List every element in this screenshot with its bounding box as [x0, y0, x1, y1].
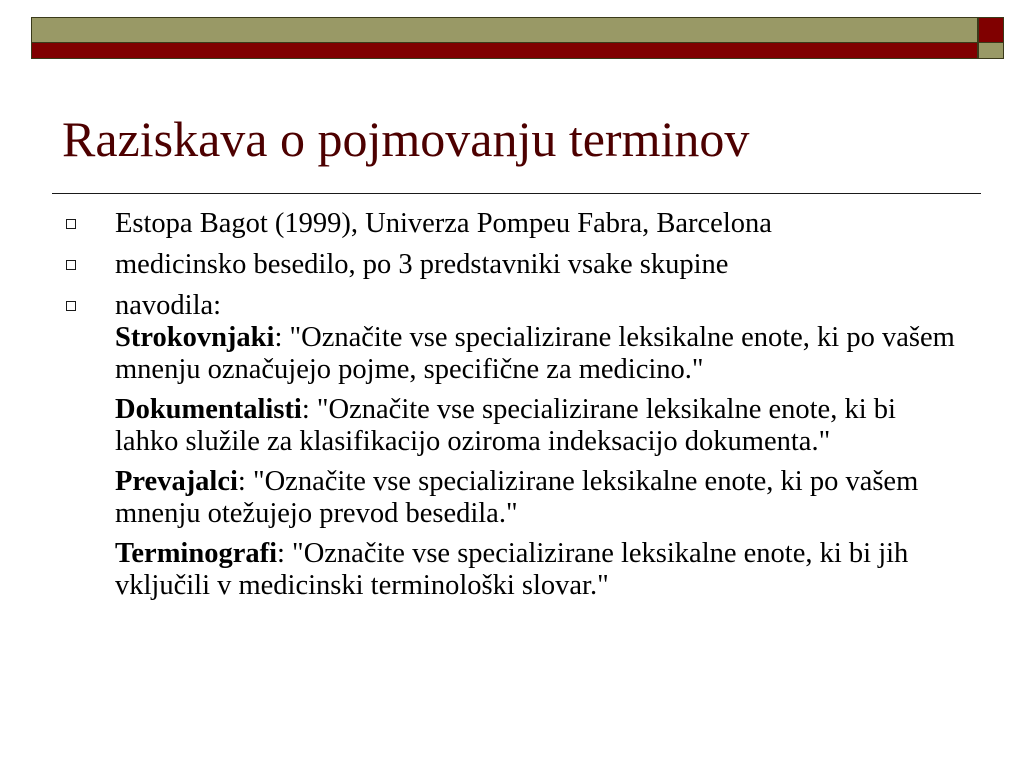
instruction-role: Strokovnjaki [115, 322, 275, 353]
bullet-text: Estopa Bagot (1999), Univerza Pompeu Fabra, Barcelona [115, 208, 772, 239]
hollow-square-bullet-icon [66, 301, 76, 311]
corner-square-olive [978, 42, 1004, 59]
instruction-role: Terminografi [115, 538, 278, 569]
title-divider [52, 193, 981, 194]
hollow-square-bullet-icon [66, 219, 76, 229]
instruction-paragraph [115, 538, 966, 602]
instruction-text: : "Označite vse specializirane leksikalne enote, ki bi lahko služile za klasifikacijo oziroma indeksacijo dokumenta." [115, 394, 896, 457]
instruction-role: Dokumentalisti [115, 394, 302, 425]
hollow-square-bullet-icon [66, 260, 76, 270]
corner-square-maroon [978, 17, 1004, 43]
instruction-text: : "Označite vse specializirane leksikalne enote, ki po vašem mnenju otežujejo prevod besedila." [115, 466, 919, 529]
bullet-list [66, 208, 966, 611]
instruction-role: Prevajalci [115, 466, 238, 497]
instruction-paragraph [115, 394, 966, 458]
slide-title: Raziskava o pojmovanju terminov [62, 111, 750, 167]
bullet-item [66, 290, 966, 602]
instruction-text: : "Označite vse specializirane leksikalne enote, ki bi jih vključili v medicinski terminološki slovar." [115, 538, 909, 601]
bullet-item [66, 208, 966, 240]
bullet-text: medicinsko besedilo, po 3 predstavniki vsake skupine [115, 249, 729, 280]
header-band-olive [31, 17, 978, 43]
bullet-item [66, 249, 966, 281]
instruction-paragraph [115, 322, 966, 386]
header-band-maroon [31, 42, 978, 59]
instruction-paragraph [115, 466, 966, 530]
instruction-text: : "Označite vse specializirane leksikalne enote, ki po vašem mnenju označujejo pojme, specifične za medicino." [115, 322, 955, 385]
bullet-text: navodila: [115, 290, 222, 321]
